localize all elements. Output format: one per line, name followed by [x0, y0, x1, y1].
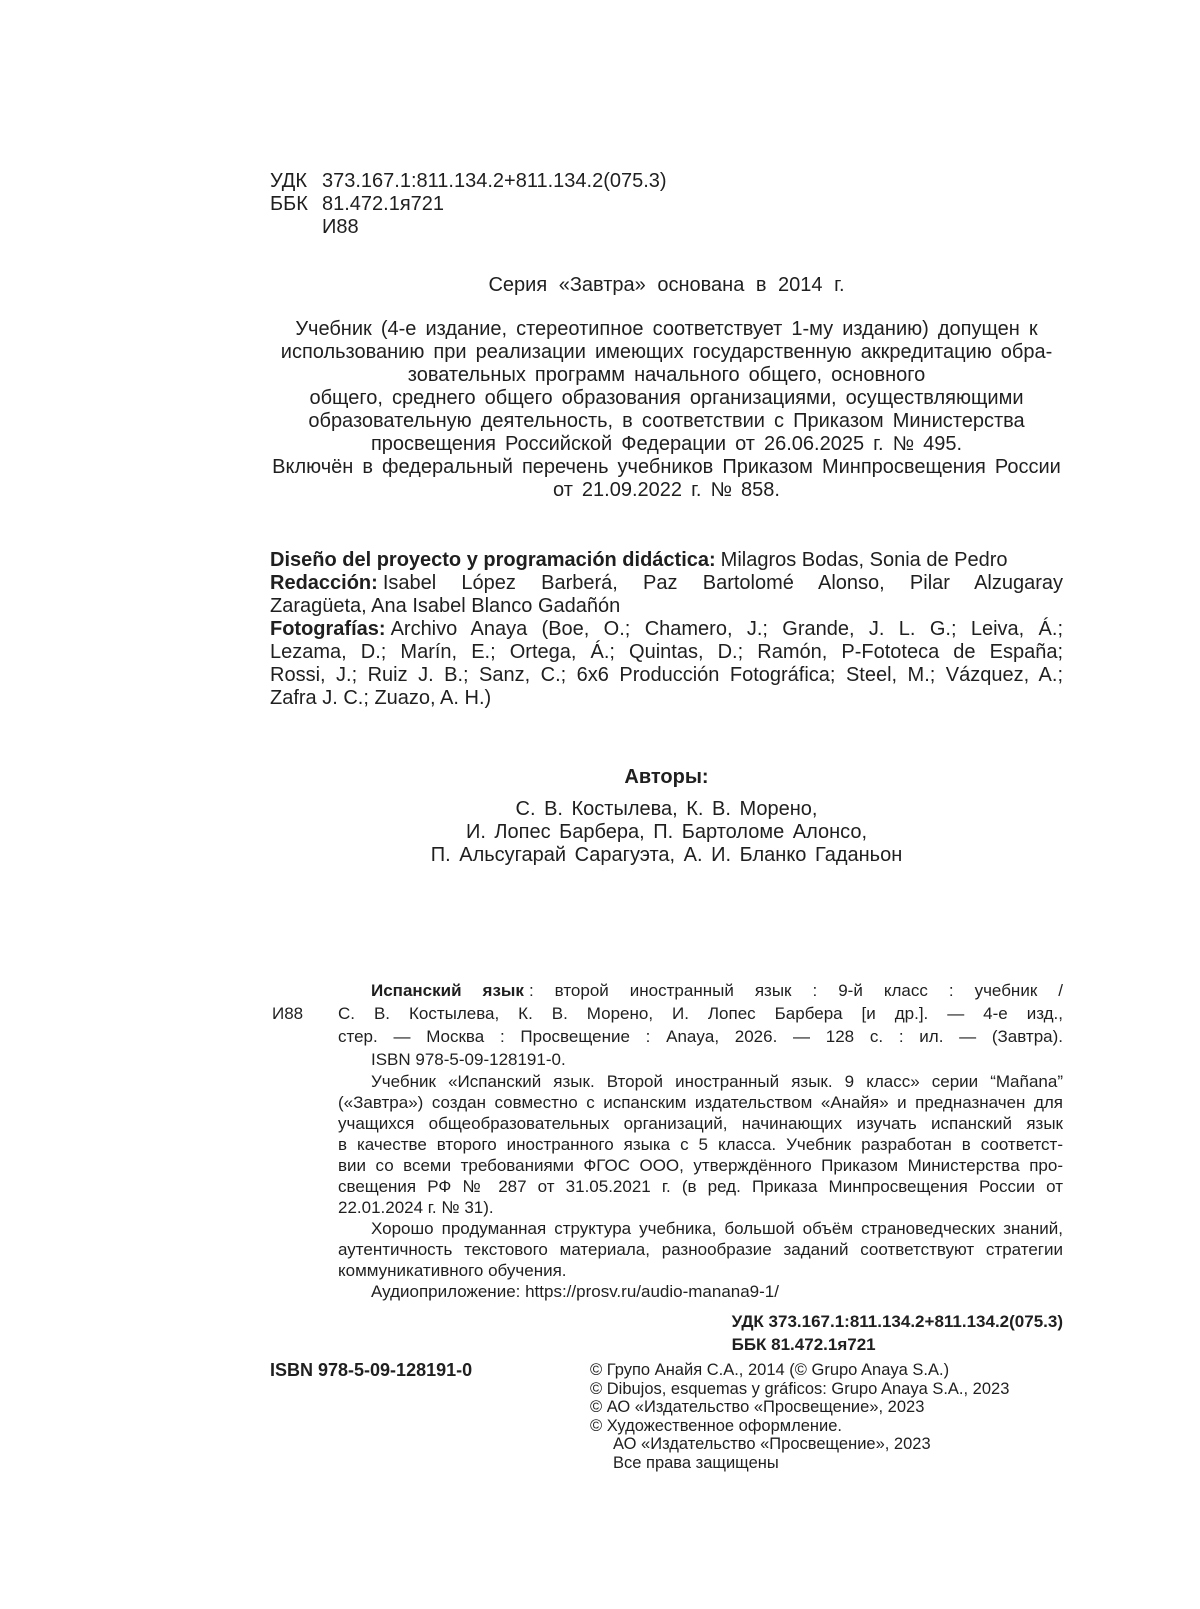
credit-text: Archivo Anaya (Boe, O.; Chamero, J.; Grande, J. L. G.; Leiva, Á.; — [390, 618, 1063, 640]
text-line: вии со всеми требованиями ФГОС ООО, утверждённого Приказом Министерства про- — [338, 1156, 1063, 1175]
udk-line — [270, 170, 1063, 193]
credit-diseno — [270, 549, 1063, 572]
catalog-code-line — [270, 216, 1063, 239]
bbk-label: ББК — [270, 193, 308, 215]
text-line: общего, среднего общего образования организациями, осуществляющими — [309, 387, 1024, 409]
text-line: Учебник «Испанский язык. Второй иностранный язык. 9 класс» серии “Mañana” — [371, 1072, 1063, 1091]
approval-paragraph — [270, 318, 1063, 502]
annotation-paragraph-2 — [338, 1218, 1063, 1281]
text-line: аутентичность текстового материала, разнообразие заданий соответствуют стратегии — [338, 1240, 1063, 1259]
udk-bbk-bold-block — [270, 1310, 1063, 1356]
annotation-paragraph-1 — [338, 1071, 1063, 1218]
text-line: П. Альсугарай Сарагуэта, А. И. Бланко Гаданьон — [430, 844, 903, 866]
text-line: в качестве второго иностранного языка с 5 класса. Учебник разработан в соответст- — [338, 1135, 1063, 1154]
udk-value: 373.167.1:811.134.2+811.134.2(075.3) — [322, 170, 667, 192]
text-line: 22.01.2024 г. № 31). — [338, 1198, 494, 1217]
series-line: Серия «Завтра» основана в 2014 г. — [488, 274, 845, 296]
text-line: Хорошо продуманная структура учебника, большой объём страноведческих знаний, — [371, 1219, 1063, 1238]
bbk-bold-line: ББК 81.472.1я721 — [731, 1335, 876, 1354]
credit-label-fotografias: Fotografías: — [270, 618, 386, 640]
text-line: от 21.09.2022 г. № 858. — [553, 479, 780, 501]
text-line: («Завтра») создан совместно с испанским издательством «Анайя» и предназначен для — [338, 1093, 1063, 1112]
text-line: АО «Издательство «Просвещение», 2023 — [613, 1435, 931, 1454]
text-line: Учебник (4-е издание, стереотипное соответствует 1-му изданию) допущен к — [295, 318, 1038, 340]
isbn-bold: ISBN 978-5-09-128191-0 — [270, 1360, 473, 1380]
text-line: просвещения Российской Федерации от 26.06.2025 г. № 495. — [370, 433, 963, 455]
bbk-line — [270, 193, 1063, 216]
text-line: коммуникативного обучения. — [338, 1261, 567, 1280]
catalog-title-line — [338, 979, 1063, 1002]
text-line: И. Лопес Барбера, П. Бартоломе Алонсо, — [465, 821, 868, 843]
text-line: © Групо Анайя С.А., 2014 (© Grupo Anaya S.A.) — [590, 1361, 950, 1379]
credit-text: Isabel López Barberá, Paz Bartolomé Alonso, Pilar Alzugaray — [382, 572, 1063, 594]
text-line: Все права защищены — [613, 1453, 779, 1472]
catalog-line2: С. В. Костылева, К. В. Морено, И. Лопес Барбера [и др.]. — 4-е изд., — [338, 1004, 1063, 1023]
audio-app-line: Аудиоприложение: https://prosv.ru/audio-manana9-1/ — [371, 1282, 779, 1301]
credit-label-redaccion: Redacción: — [270, 572, 378, 594]
copyright-block — [590, 1361, 1095, 1473]
text-line: свещения РФ № 287 от 31.05.2021 г. (в ред. Приказа Минпросвещения России от — [338, 1177, 1063, 1196]
text-line: образовательную деятельность, в соответствии с Приказом Министерства — [308, 410, 1025, 432]
catalog-code: И88 — [322, 216, 359, 238]
udk-bold-line: УДК 373.167.1:811.134.2+811.134.2(075.3) — [731, 1312, 1063, 1331]
text-line: © АО «Издательство «Просвещение», 2023 — [590, 1398, 925, 1417]
text-line: использованию при реализации имеющих государственную аккредитацию обра- — [280, 341, 1053, 363]
bbk-value: 81.472.1я721 — [322, 193, 445, 215]
udk-label: УДК — [270, 170, 308, 192]
catalog-line3: стер. — Москва : Просвещение : Anaya, 2026. — 128 с. : ил. — (Завтра). — [338, 1027, 1063, 1046]
text-line: © Художественное оформление. — [590, 1416, 842, 1435]
credit-fotografias — [270, 618, 1063, 641]
credit-redaccion-cont: Zaragüeta, Ana Isabel Blanco Gadañón — [270, 595, 621, 617]
catalog-title-rest: : второй иностранный язык : 9-й класс : учебник / — [528, 981, 1063, 1000]
text-line: Включён в федеральный перечень учебников Приказом Минпросвещения России — [272, 456, 1061, 478]
credit-label-diseno: Diseño del proyecto y programación didáctica: — [270, 549, 716, 571]
catalog-isbn-line: ISBN 978-5-09-128191-0. — [371, 1050, 566, 1069]
catalog-card — [272, 979, 1063, 1302]
credit-text: Milagros Bodas, Sonia de Pedro — [720, 549, 1008, 571]
authors-block — [270, 766, 1063, 867]
credits-block — [270, 549, 1063, 710]
text-line: © Dibujos, esquemas y gráficos: Grupo Anaya S.A., 2023 — [590, 1379, 1010, 1398]
text-line: С. В. Костылева, К. В. Морено, — [515, 798, 818, 820]
text-line: зовательных программ начального общего, основного — [407, 364, 926, 386]
authors-heading: Авторы: — [624, 766, 709, 788]
authors-lines — [270, 798, 1063, 867]
catalog-card-code: И88 — [272, 1004, 304, 1023]
credit-fotografias-cont: Rossi, J.; Ruiz J. B.; Sanz, C.; 6x6 Producción Fotográfica; Steel, M.; Vázquez, A.; — [270, 664, 1063, 686]
text-line: учащихся общеобразовательных организаций, начинающих изучать испанский язык — [338, 1114, 1063, 1133]
credit-fotografias-cont: Zafra J. C.; Zuazo, A. H.) — [270, 687, 492, 709]
credit-fotografias-cont: Lezama, D.; Marín, E.; Ortega, Á.; Quintas, D.; Ramón, P-Fototeca de España; — [270, 641, 1063, 663]
udk-bbk-bold-inner — [732, 1310, 1063, 1356]
top-codes-block — [270, 170, 1063, 239]
credit-redaccion — [270, 572, 1063, 595]
catalog-title-bold: Испанский язык — [371, 981, 524, 1000]
